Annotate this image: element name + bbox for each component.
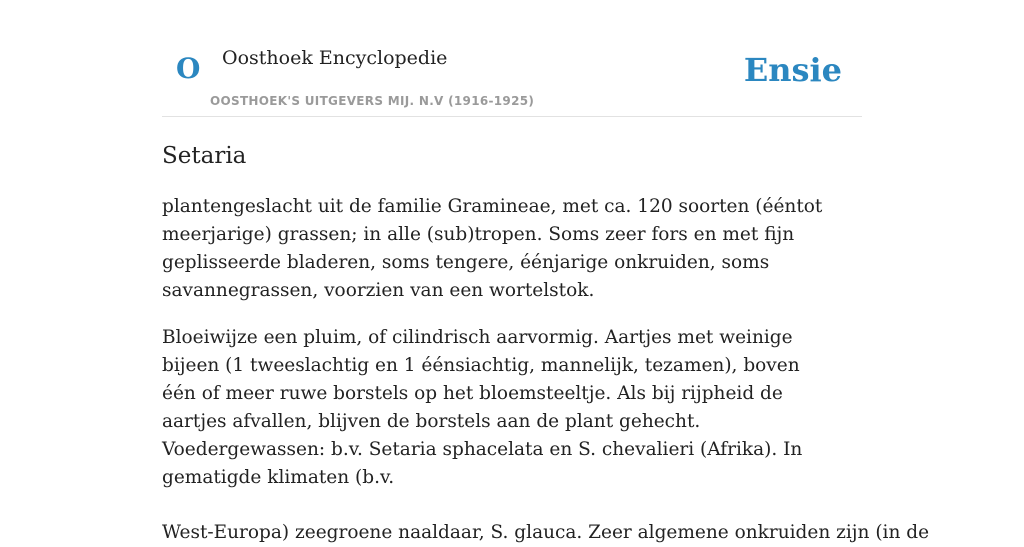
entry-paragraph: West-Europa) zeegroene naaldaar, S. glauca. Zeer algemene onkruiden zijn (in de <box>162 522 930 543</box>
source-title-link[interactable]: Oosthoek Encyclopedie <box>222 47 448 69</box>
source-logo[interactable]: O <box>176 52 201 85</box>
source-subtitle: OOSTHOEK'S UITGEVERS MIJ. N.V (1916-1925) <box>210 94 535 108</box>
entry-paragraph: plantengeslacht uit de familie Gramineae, met ca. 120 soorten (ééntot meerjarige) grassen; in alle (sub)tropen. Soms zeer fors en met fijn geplisseerde bladeren, soms tengere, éénjarige onkruiden, soms savannegrassen, voorzien van een wortelstok. <box>162 196 823 301</box>
entry-title: Setaria <box>162 143 247 169</box>
brand-logo-link[interactable]: Ensie <box>743 51 842 89</box>
source-header <box>162 0 862 117</box>
page-container <box>162 0 930 547</box>
entry-paragraph: Bloeiwijze een pluim, of cilindrisch aarvormig. Aartjes met weinige bijeen (1 tweeslachtig en 1 éénsiachtig, mannelijk, tezamen), boven één of meer ruwe borstels op het bloemsteeltje. Als bij rijpheid de aartjes afvallen, blijven de borstels aan de plant gehecht. Voedergewassen: b.v. Setaria sphacelata en S. chevalieri (Afrika). In gematigde klimaten (b.v. <box>162 327 803 488</box>
